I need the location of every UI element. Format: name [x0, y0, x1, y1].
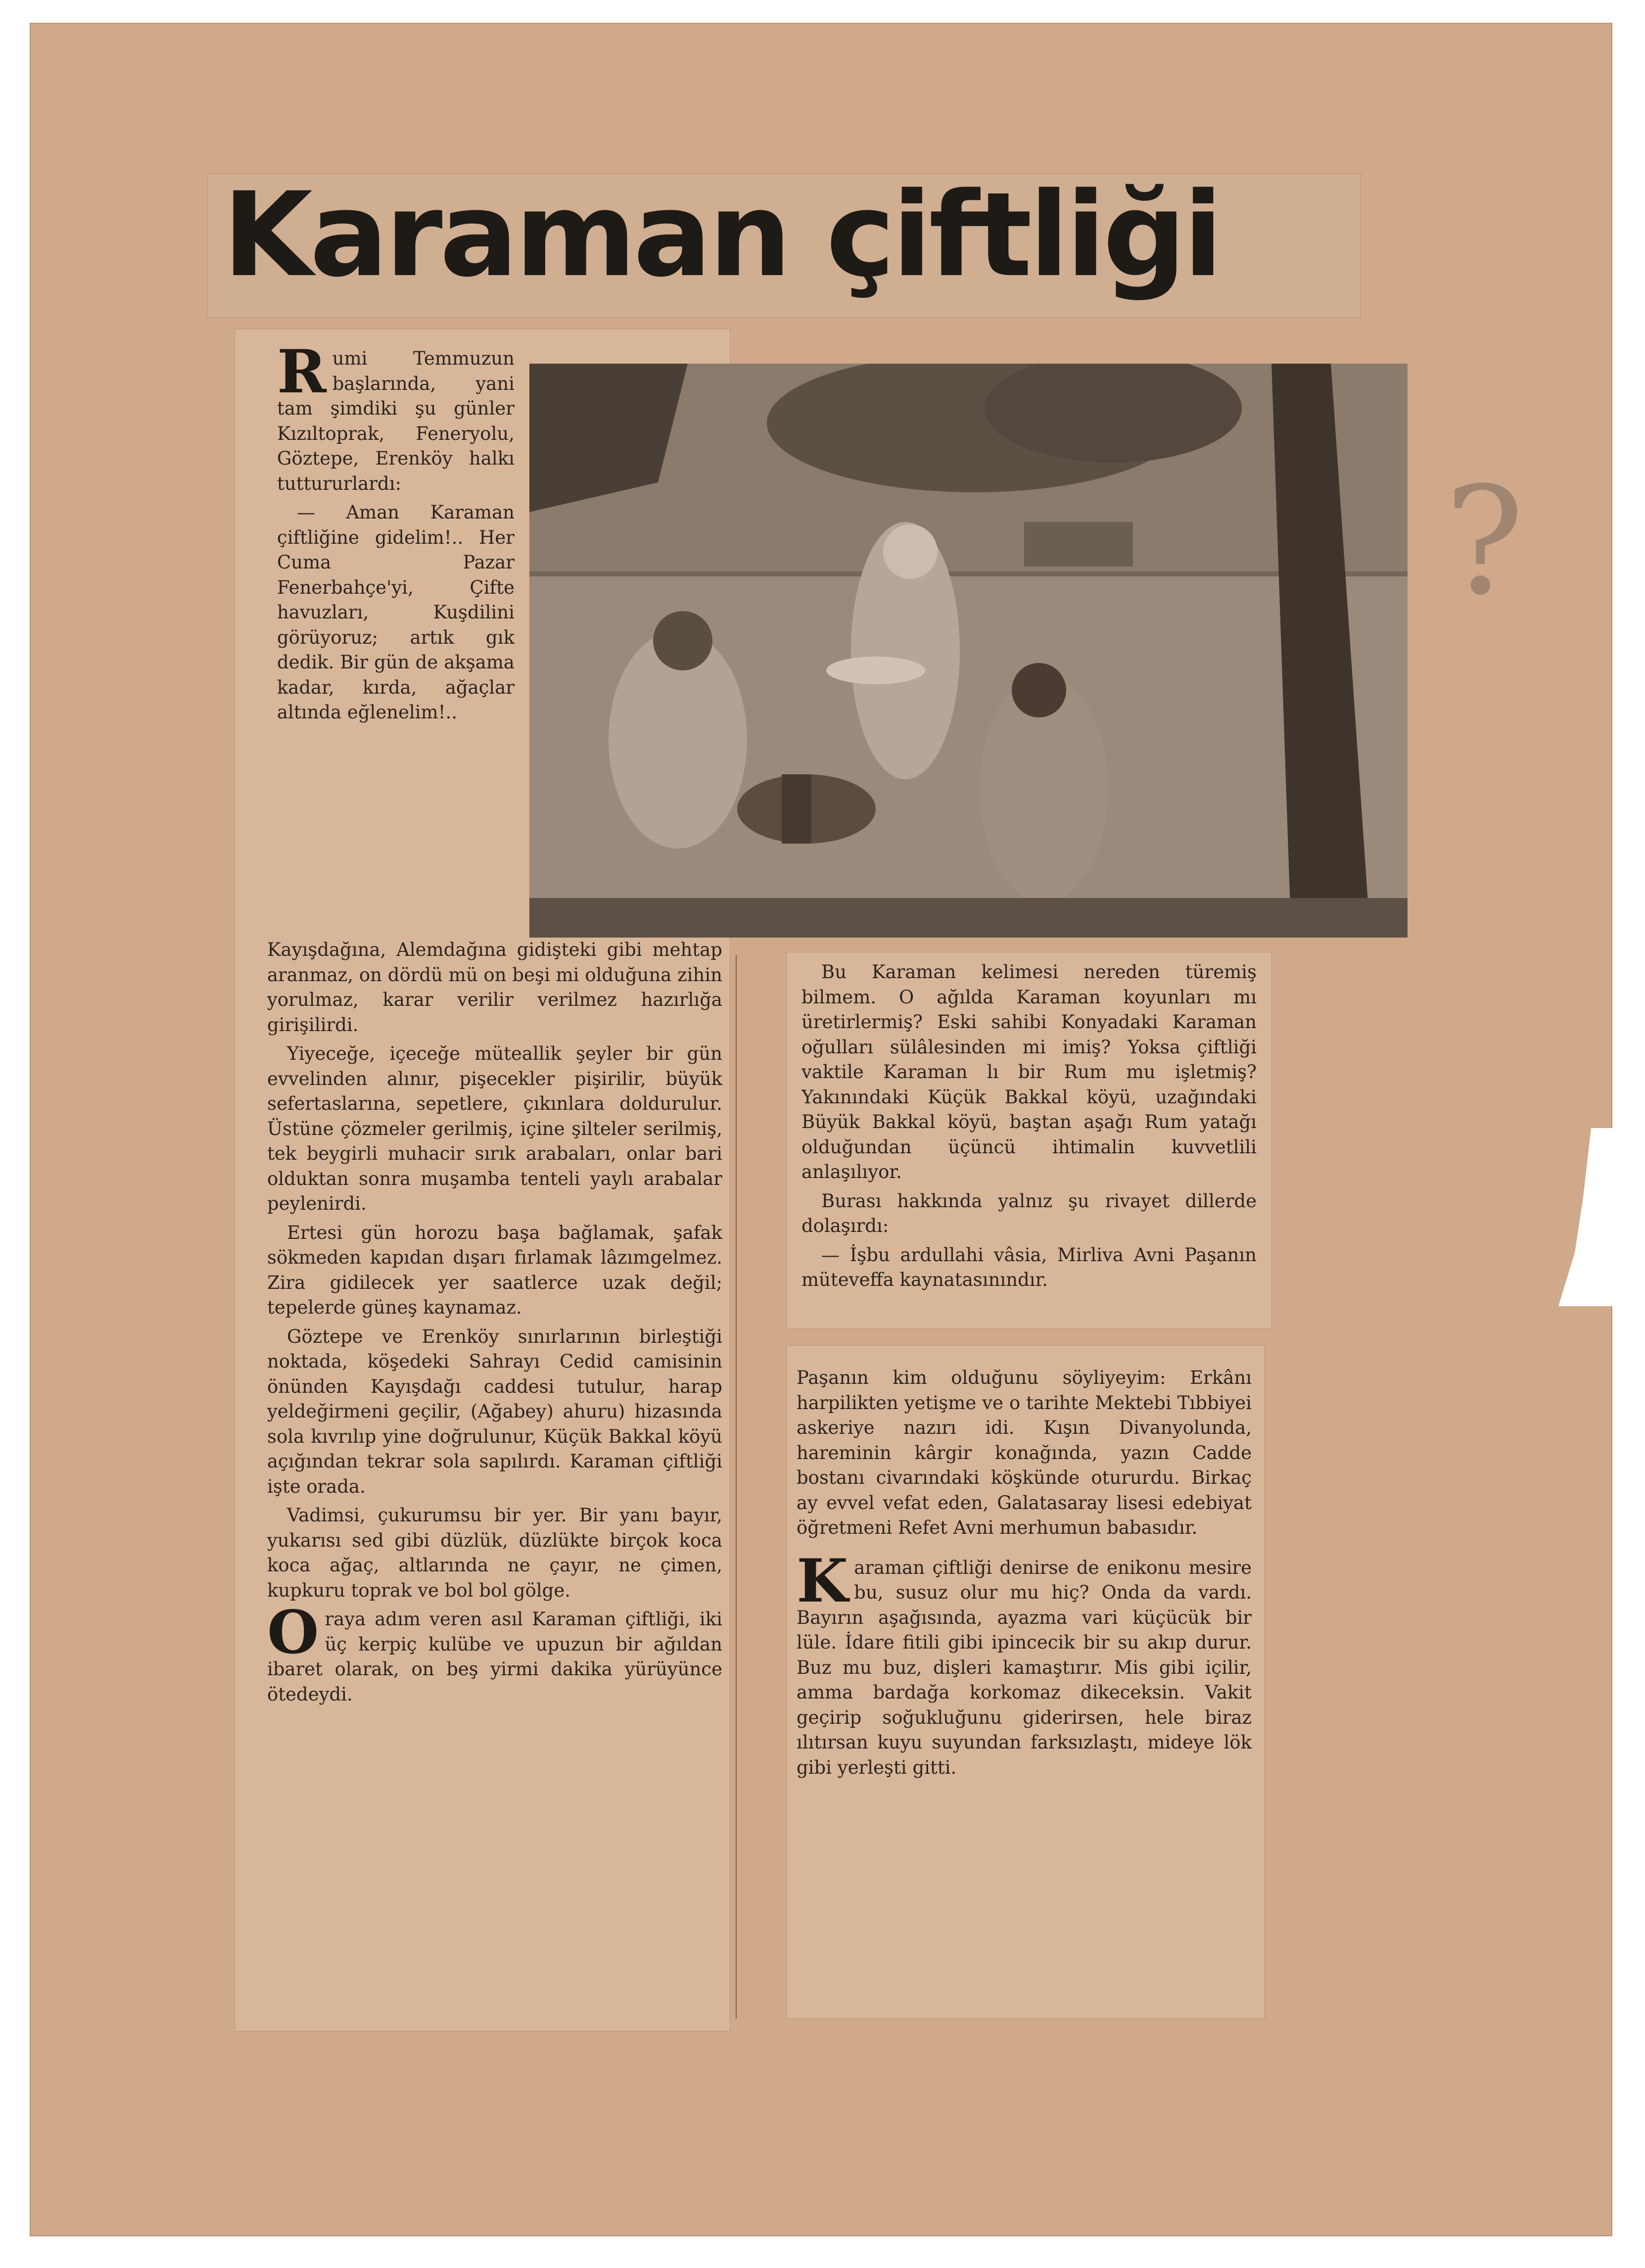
right-paragraph-4: Paşanın kim olduğunu söyliyeyim: Erkânı harpilikten yetişme ve o tarihte Mektebi Tıbbiyei askeriye nazırı idi. Kışın Divanyolunda, hareminin kârgir konağında, yazın Cadde bostanı civarındaki köşkünde otururdu. Birkaç ay evvel vefat eden, Galatasaray lisesi edebiyat öğretmeni Refet Avni merhumun babasıdır.: [797, 1367, 1252, 1538]
column-rule: [736, 955, 737, 2019]
headline: Karaman çiftliği: [223, 168, 1221, 303]
article-right-column: [797, 1366, 1252, 1784]
article-right-column-top: [801, 960, 1257, 1297]
paragraph-1: Kayışdağına, Alemdağına gidişteki gibi mehtap aranmaz, on dördü mü on beşi mi olduğuna zihin yorulmaz, karar verilir verilmez hazırlığa girişilirdi.: [267, 939, 722, 1036]
right-paragraph-5: araman çiftliği denirse de enikonu mesire bu, susuz olur mu hiç? Onda da vardı. Bayırın aşağısında, ayazma vari küçücük bir lüle. İdare fitili gibi ipincecik bir su akıp durur. Buz mu buz, dişleri kamaştırır. Mis gibi içilir, amma bardağa korkomaz dikeceksin. Vakit geçirip soğukluğunu giderirsen, hele biraz ılıtırsan kuyu suyundan farksızlaştı, mideye lök gibi yerleşti gitti.: [797, 1557, 1252, 1778]
article-photo: [529, 364, 1408, 938]
intro-quote: — Aman Karaman çiftliğine gidelim!.. Her Cuma Pazar Fenerbahçe'yi, Çifte havuzları, Kuşdilini görüyoruz; artık gık dedik. Bir gün de akşama kadar, kırda, ağaçlar altında eğlenelim!..: [277, 502, 515, 723]
article-intro: [277, 337, 515, 729]
headline-clipping: [208, 168, 1361, 318]
right-paragraph-5-dropcap: K: [797, 1546, 848, 1616]
paragraph-2: Yiyeceğe, içeceğe müteallik şeyler bir gün evvelinden alınır, pişecekler pişirilir, büyük sefertaslarına, sepetlere, çıkınlara doldurulur. Üstüne çözmeler gerilmiş, içine şilteler serilmiş, tek beygirli muhacir sırık arabaları, onlar bari olduktan sonra muşamba tenteli yaylı arabalar peylenirdi.: [267, 1043, 722, 1214]
paragraph-5: Vadimsi, çukurumsu bir yer. Bir yanı bayır, yukarısı sed gibi düzlük, düzlükte birçok koca koca ağaç, altlarında ne çayır, ne çimen, kupkuru toprak ve bol bol gölge.: [267, 1505, 722, 1601]
intro-text: umi Temmuzun başlarında, yani tam şimdiki şu günler Kızıltoprak, Feneryolu, Göztepe, Erenköy halkı tuttururlardı:: [277, 348, 515, 494]
paragraph-4: Göztepe ve Erenköy sınırlarının birleştiği noktada, köşedeki Sahrayı Cedid camisinin önünden Kayışdağı caddesi tutulur, harap yeldeğirmeni geçilir, (Ağabey) ahuru) hizasında sola kıvrılıp yine doğrulunur, Küçük Bakkal köyü açığından tekrar sola sapılırdı. Karaman çiftliği işte orada.: [267, 1325, 722, 1497]
right-paragraph-1: Bu Karaman kelimesi nereden türemiş bilmem. O ağılda Karaman koyunları mı üretirlermiş? Eski sahibi Konyadaki Karaman oğulları sülâlesinden mi imiş? Yoksa çiftliği vaktile Karaman lı bir Rum mu işletmiş? Yakınındaki Küçük Bakkal köyü, uzağındaki Büyük Bakkal köyü, baştan aşağı Rum yatağı olduğundan üçüncü ihtimalin kuvvetlili anlaşılıyor.: [801, 961, 1257, 1182]
paragraph-6: raya adım veren asıl Karaman çiftliği, iki üç kerpiç kulübe ve upuzun bir ağıldan ibaret olarak, on beş yirmi dakika yürüyünce ötedeydi.: [267, 1608, 722, 1705]
right-paragraph-3: — İşbu ardullahi vâsia, Mirliva Avni Paşanın müteveffa kaynatasınındır.: [801, 1244, 1257, 1290]
right-paragraph-2: Burası hakkında yalnız şu rivayet dillerde dolaşırdı:: [801, 1190, 1257, 1236]
intro-dropcap: R: [277, 337, 327, 407]
paragraph-3: Ertesi gün horozu başa bağlamak, şafak sökmeden kapıdan dışarı fırlamak lâzımgelmez. Zira gidilecek yer saatlerce uzak değil; tepelerde güneş kaynamaz.: [267, 1222, 722, 1318]
margin-question-mark: ?: [1445, 455, 1524, 628]
article-left-column: [267, 938, 722, 1711]
paragraph-6-dropcap: O: [267, 1598, 319, 1667]
